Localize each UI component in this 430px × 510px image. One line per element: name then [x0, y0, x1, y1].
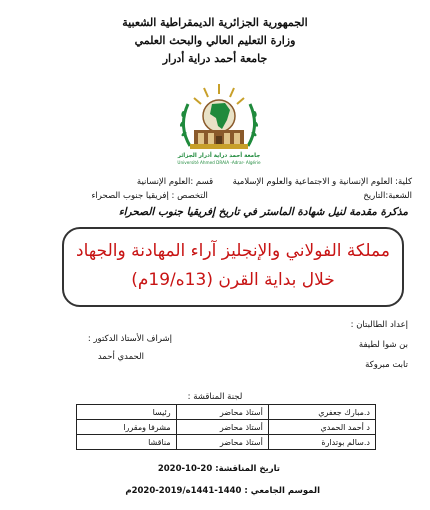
document-header	[0, 14, 430, 68]
thesis-title-line-2: خلال بداية القرن (13ه/19م)	[131, 270, 335, 290]
department-text: قسم :العلوم الإنسانية	[136, 177, 214, 187]
committee-title: لجنة المناقشة :	[187, 392, 243, 402]
committee-member-role: مناقشا	[77, 435, 177, 450]
supervisor-name: الحمدي أحمد	[97, 352, 144, 362]
committee-member-role: رئيسا	[77, 405, 177, 420]
thesis-title-box	[62, 227, 404, 307]
supervisor-label: إشراف الأستاذ الدكتور :	[87, 334, 172, 344]
academic-year: الموسم الجامعي : 1440-1441ه/2019-2020م	[125, 486, 320, 496]
committee-member-name: د.مبارك جعفري	[268, 405, 375, 420]
students-block	[351, 318, 408, 372]
committee-table	[76, 404, 376, 450]
republic-line: الجمهورية الجزائرية الديمقراطية الشعبية	[122, 16, 308, 29]
logo-ring-text: جامعة أحمد دراية أدرار الجزائر	[177, 153, 261, 159]
ministry-line: وزارة التعليم العالي والبحث العلمي	[134, 34, 296, 47]
supervisor-block	[88, 332, 172, 364]
defense-date: تاريخ المناقشة: 20-10-2020	[157, 464, 280, 474]
faculty-line	[137, 176, 412, 188]
thesis-title-line-1: مملكة الفولاني والإنجليز آراء المهادنة والجهاد	[76, 241, 390, 261]
student-name: تابت مبروكة	[365, 360, 408, 370]
memo-subtitle: مذكرة مقدمة لنيل شهادة الماستر في تاريخ إفريقيا جنوب الصحراء	[118, 206, 408, 218]
committee-member-rank: أستاذ محاضر	[176, 435, 268, 450]
student-name: بن شوا لطيفة	[358, 340, 408, 350]
branch-text: الشعبة:التاريخ	[363, 191, 412, 201]
committee-member-rank: أستاذ محاضر	[176, 420, 268, 435]
committee-member-role: مشرفا ومقررا	[77, 420, 177, 435]
university-line: جامعة أحمد دراية أدرار	[162, 52, 268, 65]
committee-member-name: د أحمد الحمدي	[268, 420, 375, 435]
students-label: إعداد الطالبتان :	[350, 320, 408, 330]
committee-member-name: د.سالم بوتدارة	[268, 435, 375, 450]
logo-caption: Université Ahmed DRAIA -Adrar- Algérie	[177, 160, 261, 165]
table-row	[77, 435, 376, 450]
committee-member-rank: أستاذ محاضر	[176, 405, 268, 420]
specialty-text: التخصص : إفريقيا جنوب الصحراء	[91, 191, 208, 201]
branch-line	[91, 190, 412, 202]
table-row	[77, 405, 376, 420]
faculty-text: كلية: العلوم الإنسانية و الاجتماعية والعلوم الإسلامية	[232, 177, 412, 187]
university-logo	[170, 76, 268, 172]
table-row	[77, 420, 376, 435]
